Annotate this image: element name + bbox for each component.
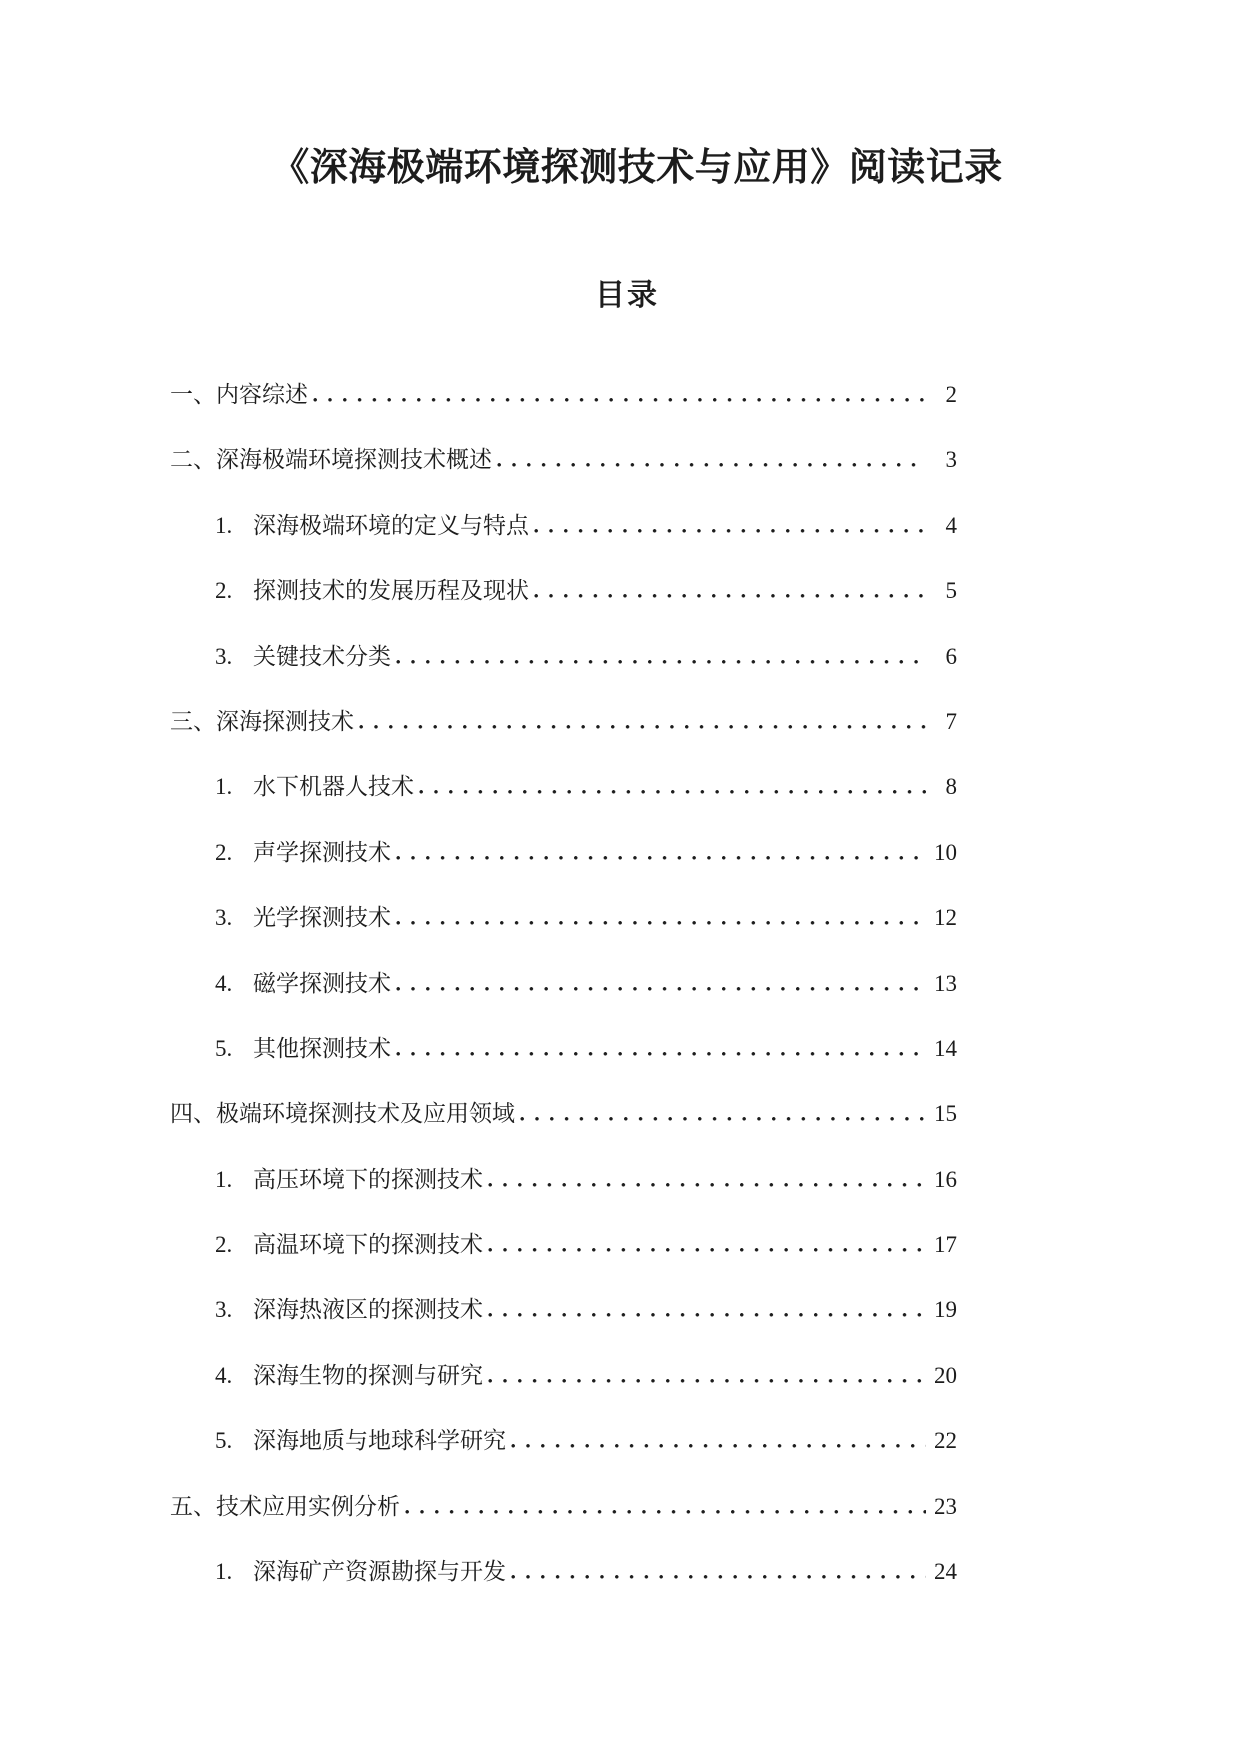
dot-leader [488, 1247, 926, 1252]
toc-entry-label: 磁学探测技术 [253, 970, 391, 996]
toc-entry[interactable] [170, 820, 957, 885]
toc-entry-label: 光学探测技术 [253, 905, 391, 931]
toc-entry-label: 探测技术的发展历程及现状 [253, 578, 529, 604]
dot-leader [511, 1443, 926, 1448]
toc-entry-label: 声学探测技术 [253, 839, 391, 865]
toc-entry[interactable] [170, 885, 957, 950]
toc-entry-number: 2. [215, 1232, 233, 1258]
toc-entry-page-number: 8 [945, 774, 957, 800]
page-title: 《深海极端环境探测技术与应用》阅读记录 [271, 147, 1003, 189]
toc-entry-page-number: 5 [945, 578, 957, 604]
toc-list [170, 362, 957, 1604]
toc-entry-number: 5. [215, 1035, 233, 1061]
toc-entry-label: 深海极端环境的定义与特点 [253, 512, 529, 538]
toc-entry-number: 1. [215, 512, 233, 538]
toc-entry-page-number: 24 [934, 1559, 957, 1585]
dot-leader [313, 397, 926, 402]
toc-entry-number: 2. [215, 839, 233, 865]
toc-entry-page-number: 2 [945, 382, 957, 407]
toc-entry[interactable] [170, 1277, 957, 1342]
dot-leader [520, 1116, 926, 1121]
toc-entry[interactable] [170, 1539, 957, 1604]
toc-entry[interactable] [170, 1212, 957, 1277]
toc-entry-page-number: 7 [945, 708, 957, 734]
toc-entry[interactable] [170, 1081, 957, 1146]
dot-leader [534, 528, 926, 533]
toc-entry[interactable] [170, 754, 957, 819]
toc-entry-page-number: 22 [934, 1428, 957, 1454]
toc-entry-label: 其他探测技术 [253, 1035, 391, 1061]
dot-leader [405, 1509, 926, 1514]
toc-entry-page-number: 10 [934, 839, 957, 865]
toc-entry-number: 3. [215, 643, 233, 669]
toc-entry[interactable] [170, 624, 957, 689]
toc-entry-page-number: 19 [934, 1297, 957, 1323]
toc-entry-label: 四、极端环境探测技术及应用领域 [170, 1101, 515, 1127]
toc-entry-number: 2. [215, 578, 233, 604]
toc-entry-label: 一、内容综述 [170, 382, 308, 407]
toc-entry[interactable] [170, 1474, 957, 1539]
toc-entry-number: 5. [215, 1428, 233, 1454]
toc-entry-page-number: 12 [934, 905, 957, 931]
toc-entry-label: 高温环境下的探测技术 [253, 1232, 483, 1258]
toc-entry-page-number: 13 [934, 970, 957, 996]
dot-leader [511, 1574, 926, 1579]
dot-leader [359, 724, 926, 729]
toc-entry-number: 1. [215, 1166, 233, 1192]
dot-leader [488, 1378, 926, 1383]
toc-entry[interactable] [170, 1343, 957, 1408]
toc-entry-label: 深海地质与地球科学研究 [253, 1428, 506, 1454]
dot-leader [534, 593, 926, 598]
toc-entry[interactable] [170, 493, 957, 558]
toc-entry-label: 二、深海极端环境探测技术概述 [170, 447, 492, 473]
toc-entry[interactable] [170, 1408, 957, 1473]
toc-entry-page-number: 14 [934, 1035, 957, 1061]
dot-leader [488, 1312, 926, 1317]
toc-entry-page-number: 15 [934, 1101, 957, 1127]
toc-entry-number: 3. [215, 905, 233, 931]
dot-leader [396, 1051, 926, 1056]
toc-entry-page-number: 4 [945, 512, 957, 538]
toc-entry[interactable] [170, 362, 957, 427]
dot-leader [488, 1182, 926, 1187]
toc-entry[interactable] [170, 951, 957, 1016]
toc-entry-number: 1. [215, 774, 233, 800]
toc-entry-page-number: 17 [934, 1232, 957, 1258]
toc-entry-label: 五、技术应用实例分析 [170, 1493, 400, 1519]
toc-entry-page-number: 3 [945, 447, 957, 473]
dot-leader [396, 855, 926, 860]
toc-entry[interactable] [170, 1147, 957, 1212]
toc-entry-number: 3. [215, 1297, 233, 1323]
toc-entry-label: 水下机器人技术 [253, 774, 414, 800]
dot-leader [396, 920, 926, 925]
toc-entry[interactable] [170, 427, 957, 492]
toc-entry-number: 1. [215, 1559, 233, 1585]
toc-entry-number: 4. [215, 1362, 233, 1388]
toc-heading: 目录 [595, 279, 659, 312]
toc-entry-page-number: 16 [934, 1166, 957, 1192]
toc-entry[interactable] [170, 558, 957, 623]
toc-entry-label: 深海矿产资源勘探与开发 [253, 1559, 506, 1585]
dot-leader [396, 986, 926, 991]
toc-entry-number: 4. [215, 970, 233, 996]
dot-leader [497, 462, 926, 467]
toc-entry-page-number: 6 [945, 643, 957, 669]
toc-entry-page-number: 23 [934, 1493, 957, 1519]
toc-entry[interactable] [170, 689, 957, 754]
toc-entry-label: 三、深海探测技术 [170, 708, 354, 734]
toc-entry-page-number: 20 [934, 1362, 957, 1388]
toc-entry-label: 高压环境下的探测技术 [253, 1166, 483, 1192]
toc-entry-label: 关键技术分类 [253, 643, 391, 669]
toc-entry-label: 深海热液区的探测技术 [253, 1297, 483, 1323]
dot-leader [396, 659, 926, 664]
toc-entry[interactable] [170, 1016, 957, 1081]
toc-entry-label: 深海生物的探测与研究 [253, 1362, 483, 1388]
dot-leader [419, 789, 926, 794]
